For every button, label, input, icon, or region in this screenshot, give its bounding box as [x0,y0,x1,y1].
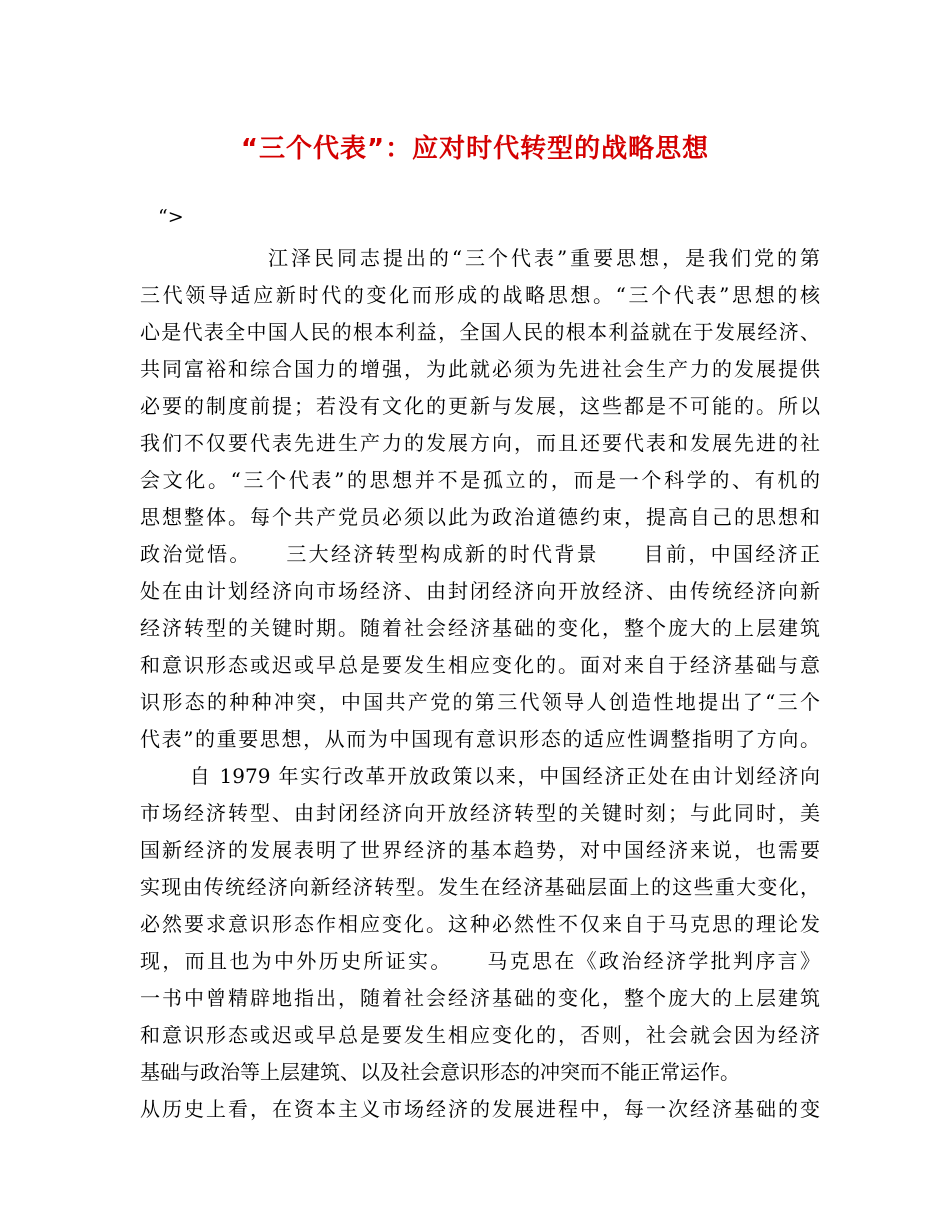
body-line: 市场经济转型、由封闭经济向开放经济转型的关键时刻；与此同时，美 [140,801,820,825]
body-line: 识形态的种种冲突，中国共产党的第三代领导人创造性地提出了“三个 [140,690,820,714]
body-line: 会文化。“三个代表”的思想并不是孤立的，而是一个科学的、有机的 [140,468,820,492]
body-line: 我们不仅要代表先进生产力的发展方向，而且还要代表和发展先进的社 [140,431,820,455]
body-line: 三代领导适应新时代的变化而形成的战略思想。“三个代表”思想的核 [140,283,820,307]
body-line: 共同富裕和综合国力的增强，为此就必须为先进社会生产力的发展提供 [140,357,820,381]
body-line: 思想整体。每个共产党员必须以此为政治道德约束，提高自己的思想和 [140,505,820,529]
body-line: 处在由计划经济向市场经济、由封闭经济向开放经济、由传统经济向新 [140,579,820,603]
body-line: 和意识形态或迟或早总是要发生相应变化的。面对来自于经济基础与意 [140,653,820,677]
body-line: 基础与政治等上层建筑、以及社会意识形态的冲突而不能正常运作。 [140,1060,740,1084]
body-line: 经济转型的关键时期。随着社会经济基础的变化，整个庞大的上层建筑 [140,616,820,640]
body-line: 代表”的重要思想，从而为中国现有意识形态的适应性调整指明了方向。 [140,727,820,751]
body-line: 江泽民同志提出的“三个代表”重要思想，是我们党的第 [268,246,820,270]
body-line: 必要的制度前提；若没有文化的更新与发展，这些都是不可能的。所以 [140,394,820,418]
body-line: 自 1979 年实行改革开放政策以来，中国经济正处在由计划经济向 [168,764,820,788]
body-line: 现，而且也为中外历史所证实。 马克思在《政治经济学批判序言》 [140,949,820,973]
body-line: 国新经济的发展表明了世界经济的基本趋势，对中国经济来说，也需要 [140,838,820,862]
quote-mark: “> [158,206,184,228]
body-line: 和意识形态或迟或早总是要发生相应变化的，否则，社会就会因为经济 [140,1023,820,1047]
body-line: 一书中曾精辟地指出，随着社会经济基础的变化，整个庞大的上层建筑 [140,986,820,1010]
body-line: 政治觉悟。 三大经济转型构成新的时代背景 目前，中国经济正 [140,542,820,566]
body-line: 实现由传统经济向新经济转型。发生在经济基础层面上的这些重大变化， [140,875,820,899]
body-line: 心是代表全中国人民的根本利益，全国人民的根本利益就在于发展经济、 [140,320,820,344]
body-line: 从历史上看，在资本主义市场经济的发展进程中，每一次经济基础的变 [140,1097,820,1121]
body-line: 必然要求意识形态作相应变化。这种必然性不仅来自于马克思的理论发 [140,912,820,936]
document-title: “三个代表”：应对时代转型的战略思想 [240,134,710,164]
